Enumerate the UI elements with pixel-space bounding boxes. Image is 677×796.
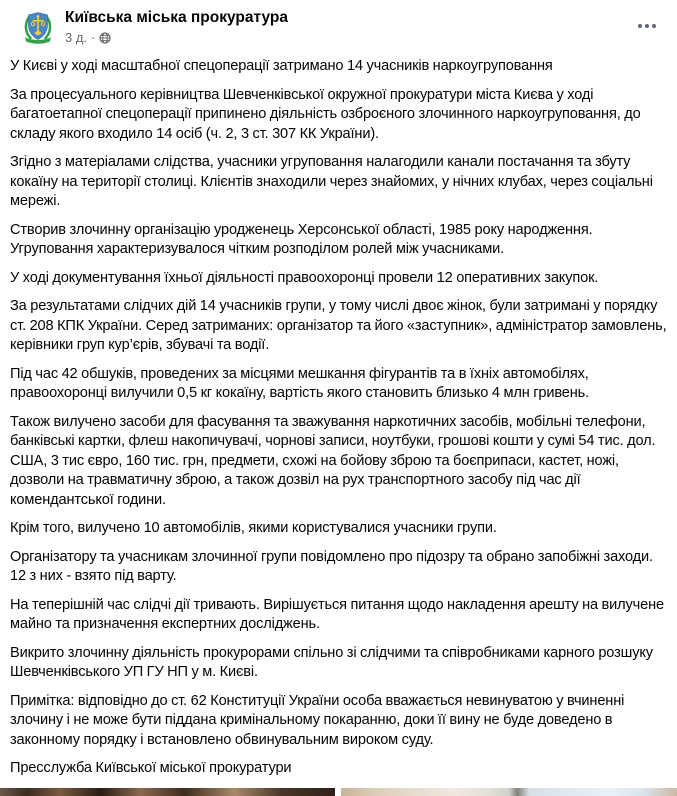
- post-paragraph: Пресслужба Київської міської прокуратури: [10, 760, 292, 776]
- post-paragraph: Викрито злочинну діяльність прокурорами спільно зі слідчими та співробниками карного розшуку Шевченківського УП ГУ НП у м. Києві.: [10, 644, 653, 680]
- post-paragraph: За процесуального керівництва Шевченківської окружної прокуратури міста Києва у ході багатоетапної спецоперації припинено діяльність озброєного злочинного наркоугруповання, до складу якого входило 14 осіб (ч. 2, 3 ст. 307 КК України).: [10, 86, 641, 142]
- post-paragraph: Крім того, вилучено 10 автомобілів, якими користувалися учасники групи.: [10, 520, 497, 536]
- post-paragraph: На теперішній час слідчі дії тривають. Вирішується питання щодо накладення арешту на вилучене майно та призначення експертних досліджень.: [10, 596, 664, 632]
- page-avatar[interactable]: [18, 7, 58, 47]
- more-options-button[interactable]: [631, 12, 663, 40]
- photo-attachment-collage[interactable]: [0, 788, 677, 796]
- page-name-link[interactable]: Київська міська прокуратура: [65, 9, 288, 26]
- prosecutor-emblem-icon: [18, 7, 58, 47]
- attached-photo-right[interactable]: [341, 788, 677, 796]
- post-meta: [65, 29, 288, 46]
- post-paragraph: Згідно з матеріалами слідства, учасники угруповання налагодили канали постачання та збуту кокаїну на території столиці. Клієнтів знаходили через знайомих, у нічних клубах, через соціальні мережі.: [10, 154, 653, 209]
- post-paragraph: У Києві у ході масштабної спецоперації затримано 14 учасників наркоугруповання: [10, 58, 553, 74]
- post-paragraph: У ході документування їхньої діяльності правоохоронці провели 12 оперативних закупок.: [10, 269, 599, 286]
- post-paragraph: За результатами слідчих дій 14 учасників групи, у тому числі двоє жінок, були затримані у порядку ст. 208 КПК України. Серед затриманих: організатор та його «заступник», адміністратор замовлень, керівники груп кур’єрів, збувачі та водії.: [10, 298, 667, 353]
- meta-separator: ·: [91, 30, 96, 45]
- header-text: [65, 7, 288, 46]
- post-paragraph: Створив злочинну організацію уродженець Херсонської області, 1985 року народження. Угруповання характеризувалося чітким розподілом ролей між учасниками.: [10, 221, 593, 257]
- post-paragraph: Під час 42 обшуків, проведених за місцями мешкання фігурантів та в їхніх автомобілях, правоохоронці вилучили 0,5 кг кокаїну, вартість якого становить близько 4 млн гривень.: [10, 365, 590, 401]
- globe-icon: [99, 32, 111, 44]
- post-text: [0, 49, 677, 788]
- timestamp-link[interactable]: 3 д.: [65, 30, 88, 45]
- post-paragraph: Примітка: відповідно до ст. 62 Конституції України особа вважається невинуватою у вчиненні злочину і не може бути піддана кримінальному покаранню, доки її вину не буде доведено в законному порядку і встановлено обвинувальним вироком суду.: [10, 692, 625, 748]
- post-paragraph: Організатору та учасникам злочинної групи повідомлено про підозру та обрано запобіжні заходи. 12 з них - взято під варту.: [10, 548, 653, 584]
- ellipsis-icon: [638, 24, 656, 28]
- post-header: [0, 0, 677, 49]
- attached-photo-left[interactable]: [0, 788, 335, 796]
- post-paragraph: Також вилучено засоби для фасування та зважування наркотичних засобів, мобільні телефони, банківські картки, флеш накопичувачі, чорнові записи, ноутбуки, грошові кошти у сумі 54 тис. дол. США, 3 тис євро, 160 тис. грн, предмети, схожі на бойову зброю та боєприпаси, кастет, ножі, дозволи на травматичну зброю, а також дозвіл на рух транспортного засобу під час дії комендантської години.: [10, 413, 656, 508]
